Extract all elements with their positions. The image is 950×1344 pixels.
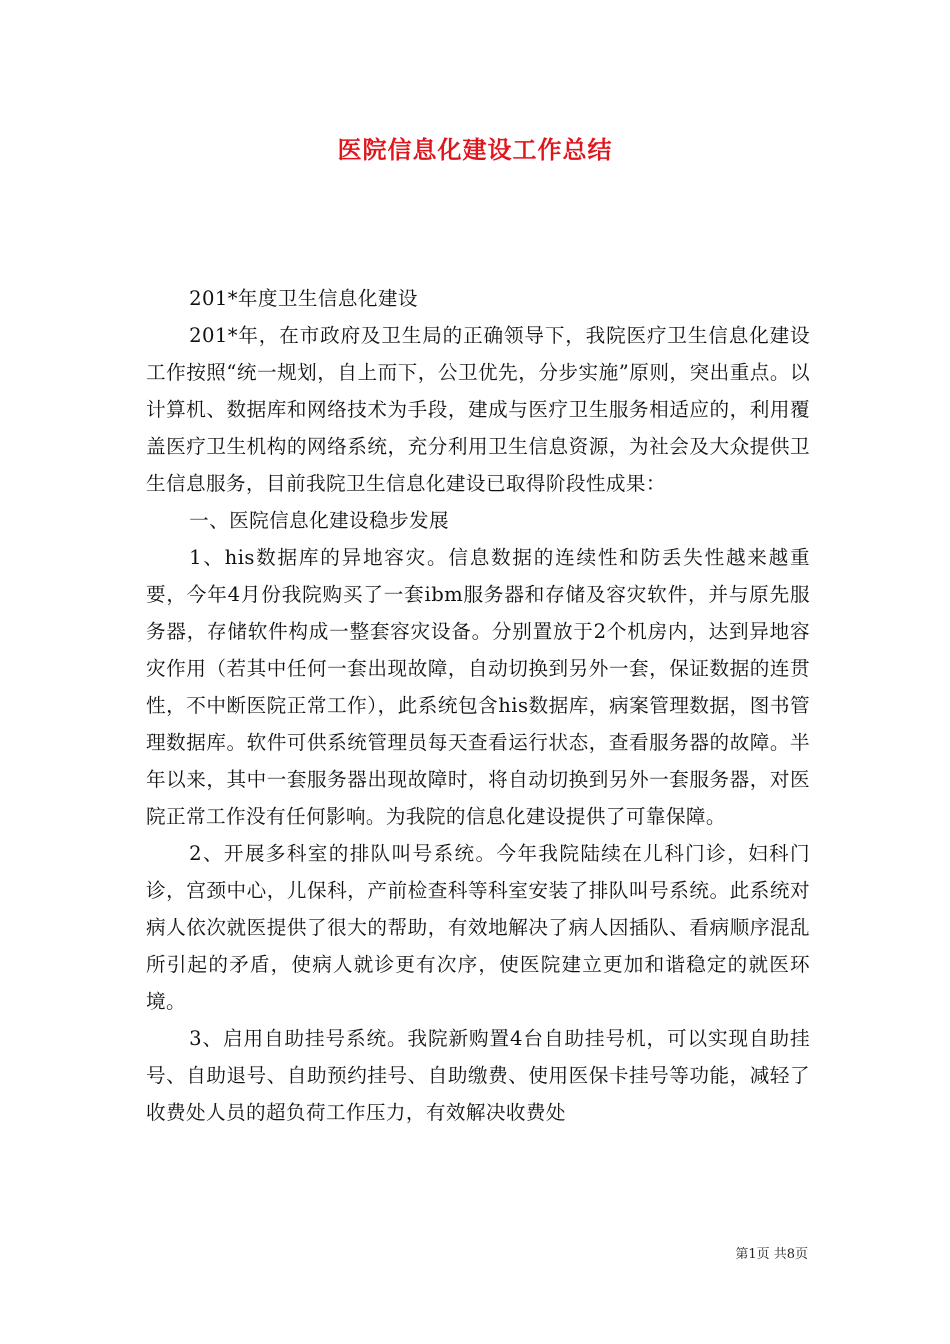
- paragraph-intro: 201*年，在市政府及卫生局的正确领导下，我院医疗卫生信息化建设工作按照“统一规划，自上而下，公卫优先，分步实施”原则，突出重点。以计算机、数据库和网络技术为手段，建成与医疗卫生服务相适应的，利用覆盖医疗卫生机构的网络系统，充分利用卫生信息资源，为社会及大众提供卫生信息服务，目前我院卫生信息化建设已取得阶段性成果：: [146, 324, 810, 495]
- document-body: [146, 280, 810, 1131]
- section-heading: 一、医院信息化建设稳步发展: [189, 509, 450, 532]
- paragraph-subtitle: 201*年度卫生信息化建设: [189, 287, 418, 310]
- paragraph-item-2: 2、开展多科室的排队叫号系统。今年我院陆续在儿科门诊，妇科门诊，宫颈中心，儿保科，产前检查科等科室安装了排队叫号系统。此系统对病人依次就医提供了很大的帮助，有效地解决了病人因插队、看病顺序混乱所引起的矛盾，使病人就诊更有次序，使医院建立更加和谐稳定的就医环境。: [146, 842, 810, 1013]
- document-title: 医院信息化建设工作总结: [337, 136, 613, 164]
- page-number: 第1页 共8页: [735, 1247, 808, 1262]
- paragraph-item-1: 1、his数据库的异地容灾。信息数据的连续性和防丢失性越来越重要，今年4月份我院购买了一套ibm服务器和存储及容灾软件，并与原先服务器，存储软件构成一整套容灾设备。分别置放于2个机房内，达到异地容灾作用（若其中任何一套出现故障，自动切换到另外一套，保证数据的连贯性，不中断医院正常工作），此系统包含his数据库，病案管理数据，图书管理数据库。软件可供系统管理员每天查看运行状态，查看服务器的故障。半年以来，其中一套服务器出现故障时，将自动切换到另外一套服务器，对医院正常工作没有任何影响。为我院的信息化建设提供了可靠保障。: [146, 546, 810, 828]
- paragraph-item-3: 3、启用自助挂号系统。我院新购置4台自助挂号机，可以实现自助挂号、自助退号、自助预约挂号、自助缴费、使用医保卡挂号等功能，减轻了收费处人员的超负荷工作压力，有效解决收费处: [146, 1027, 810, 1124]
